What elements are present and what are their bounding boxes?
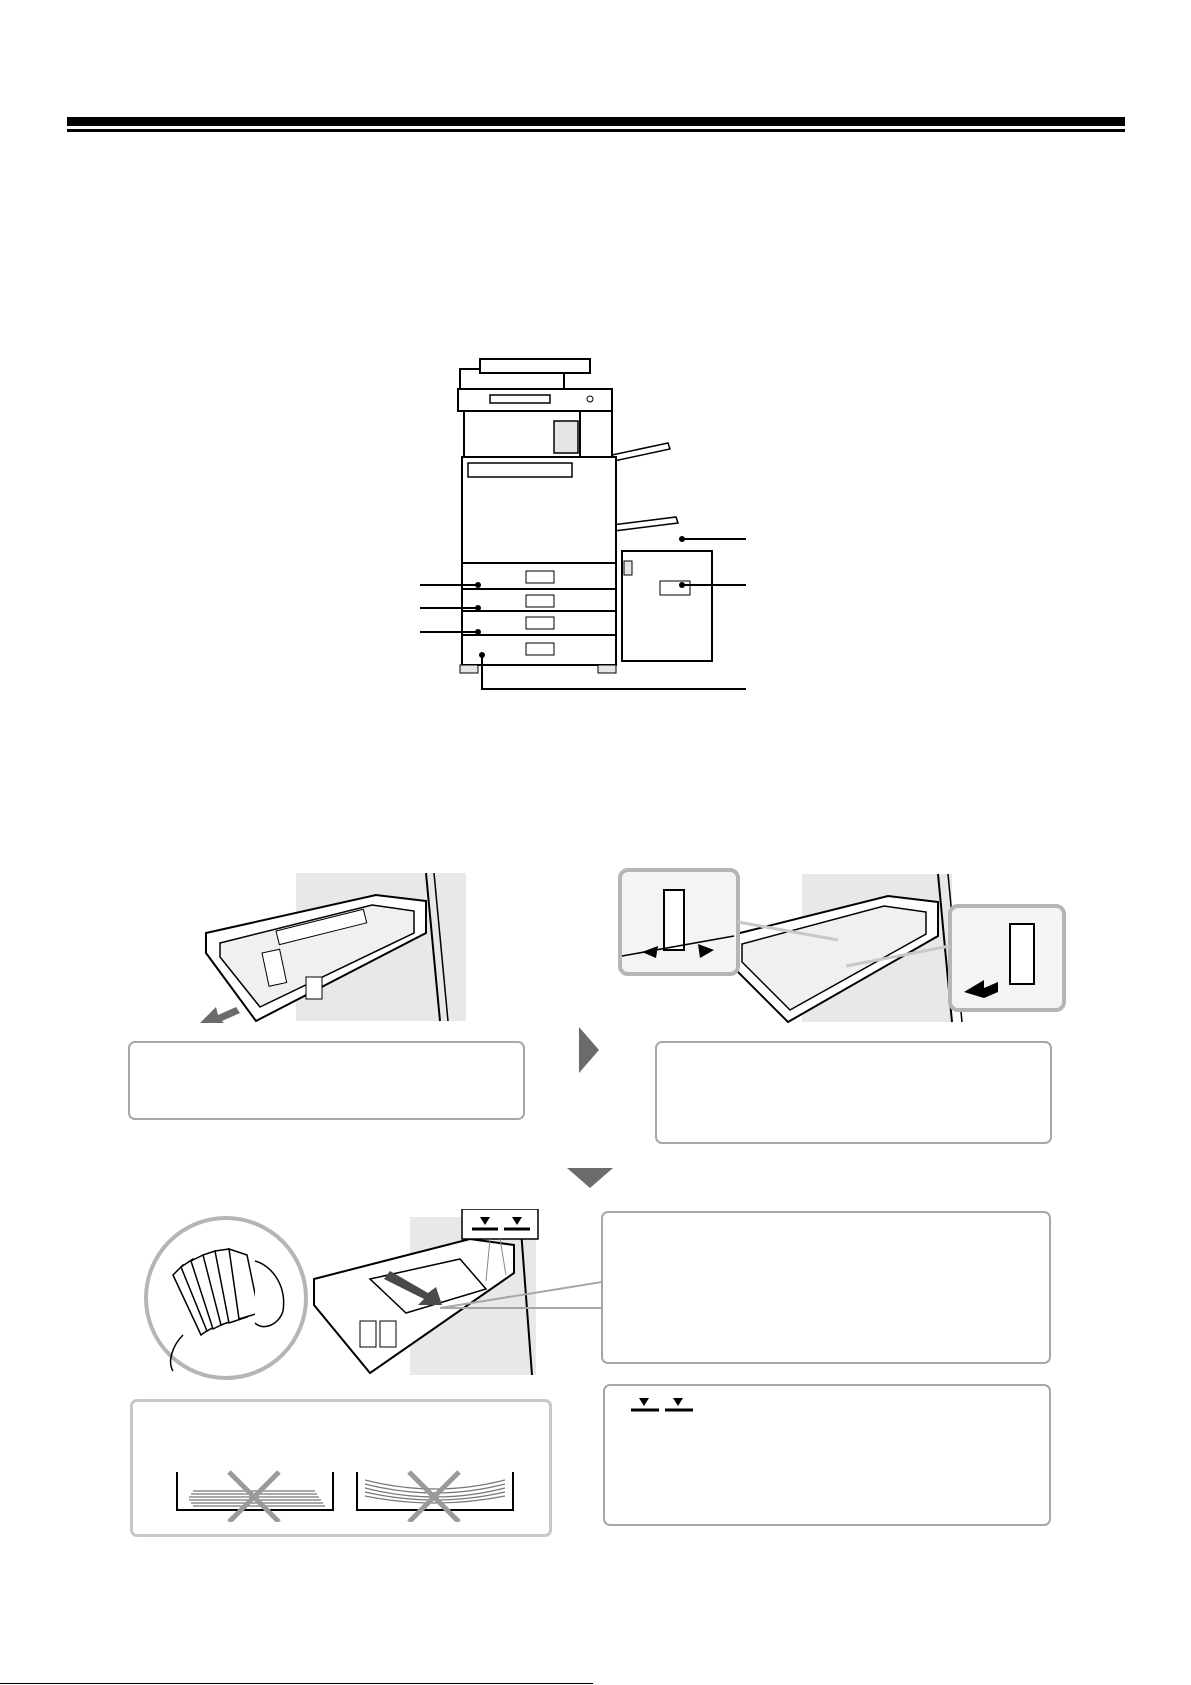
footer-rule [0, 1683, 593, 1684]
callout-1 [340, 575, 430, 595]
page-number [600, 1660, 800, 1680]
down-step-arrow [567, 1168, 613, 1188]
callout-3 [340, 622, 430, 642]
tray-guides-illustration [618, 866, 1068, 1026]
paper-fill-line-icon [629, 1394, 695, 1414]
body-text [67, 200, 1125, 320]
printer-illustration [420, 355, 760, 695]
callout-5 [750, 575, 950, 595]
incorrect-curled-stack-icon [355, 1462, 515, 1522]
incorrect-stack-icon [175, 1462, 335, 1522]
title-rule-thick [67, 117, 1125, 126]
step-1-box [128, 1041, 525, 1120]
fan-paper-illustration [143, 1215, 309, 1381]
tray-open-illustration [196, 873, 472, 1023]
page-title [67, 150, 1125, 180]
next-step-arrow [579, 1027, 599, 1073]
title-rule-thin [67, 129, 1125, 132]
step-3-box [601, 1211, 1051, 1364]
callout-6 [750, 679, 950, 699]
step-3-leader [440, 1280, 604, 1310]
step-2-box [655, 1041, 1052, 1144]
callout-4 [750, 529, 950, 549]
section-text [67, 740, 1125, 780]
callout-2 [340, 598, 430, 618]
step-5-box [603, 1384, 1051, 1526]
